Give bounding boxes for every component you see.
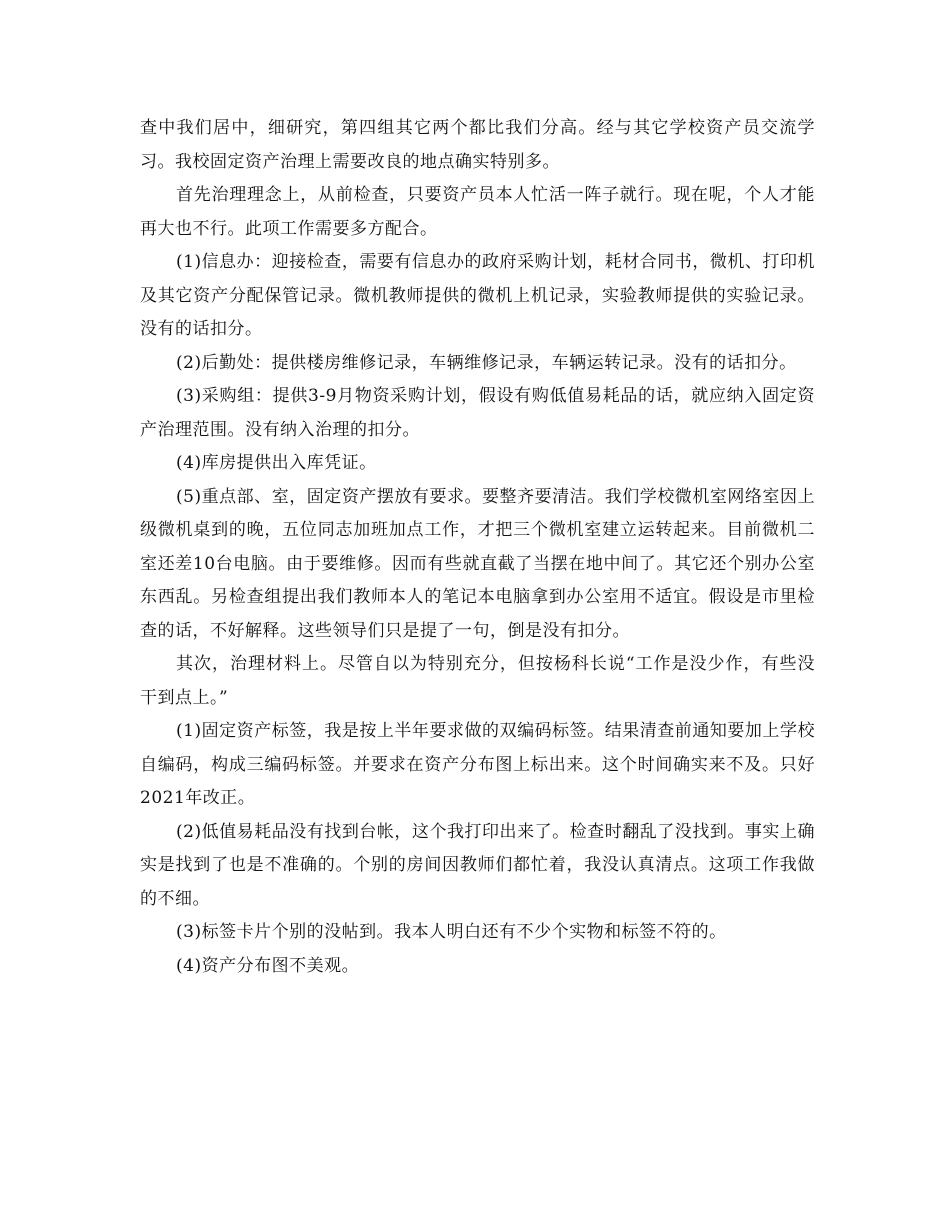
document-body [140,112,815,983]
paragraph: 查中我们居中，细研究，第四组其它两个都比我们分高。经与其它学校资产员交流学习。我校固定资产治理上需要改良的地点确实特别多。 [140,118,815,172]
paragraph: 其次，治理材料上。尽管自以为特别充分，但按杨科长说“工作是没少作，有些没干到点上。” [140,654,815,708]
paragraph: (2)低值易耗品没有找到台帐，这个我打印出来了。检查时翻乱了没找到。事实上确实是找到了也是不准确的。个别的房间因教师们都忙着，我没认真清点。这项工作我做的不细。 [140,821,815,909]
paragraph: (3)标签卡片个别的没帖到。我本人明白还有不少个实物和标签不符的。 [176,922,727,942]
paragraph: (3)采购组：提供3-9月物资采购计划，假设有购低值易耗品的话，就应纳入固定资产治理范围。没有纳入治理的扣分。 [140,386,815,440]
paragraph: (4)资产分布图不美观。 [176,955,360,976]
paragraph: 首先治理理念上，从前检查，只要资产员本人忙活一阵子就行。现在呢，个人才能再大也不行。此项工作需要多方配合。 [140,185,815,239]
paragraph: (2)后勤处：提供楼房维修记录，车辆维修记录，车辆运转记录。没有的话扣分。 [176,352,797,373]
paragraph: (5)重点部、室，固定资产摆放有要求。要整齐要清洁。我们学校微机室网络室因上级微机桌到的晚，五位同志加班加点工作，才把三个微机室建立运转起来。目前微机二室还差10台电脑。由于要维修。因而有些就直截了当摆在地中间了。其它还个别办公室东西乱。另检查组提出我们教师本人的笔记本电脑拿到办公室用不适宜。假设是市里检查的话，不好解释。这些领导们只是提了一句，倒是没有扣分。 [140,486,815,641]
paragraph: (4)库房提供出入库凭证。 [176,453,377,473]
paragraph: (1)信息办：迎接检查，需要有信息办的政府采购计划，耗材合同书，微机、打印机及其它资产分配保管记录。微机教师提供的微机上机记录，实验教师提供的实验记录。没有的话扣分。 [140,252,815,339]
paragraph: (1)固定资产标签，我是按上半年要求做的双编码标签。结果清查前通知要加上学校自编码，构成三编码标签。并要求在资产分布图上标出来。这个时间确实来不及。只好2021年改正。 [140,721,815,808]
